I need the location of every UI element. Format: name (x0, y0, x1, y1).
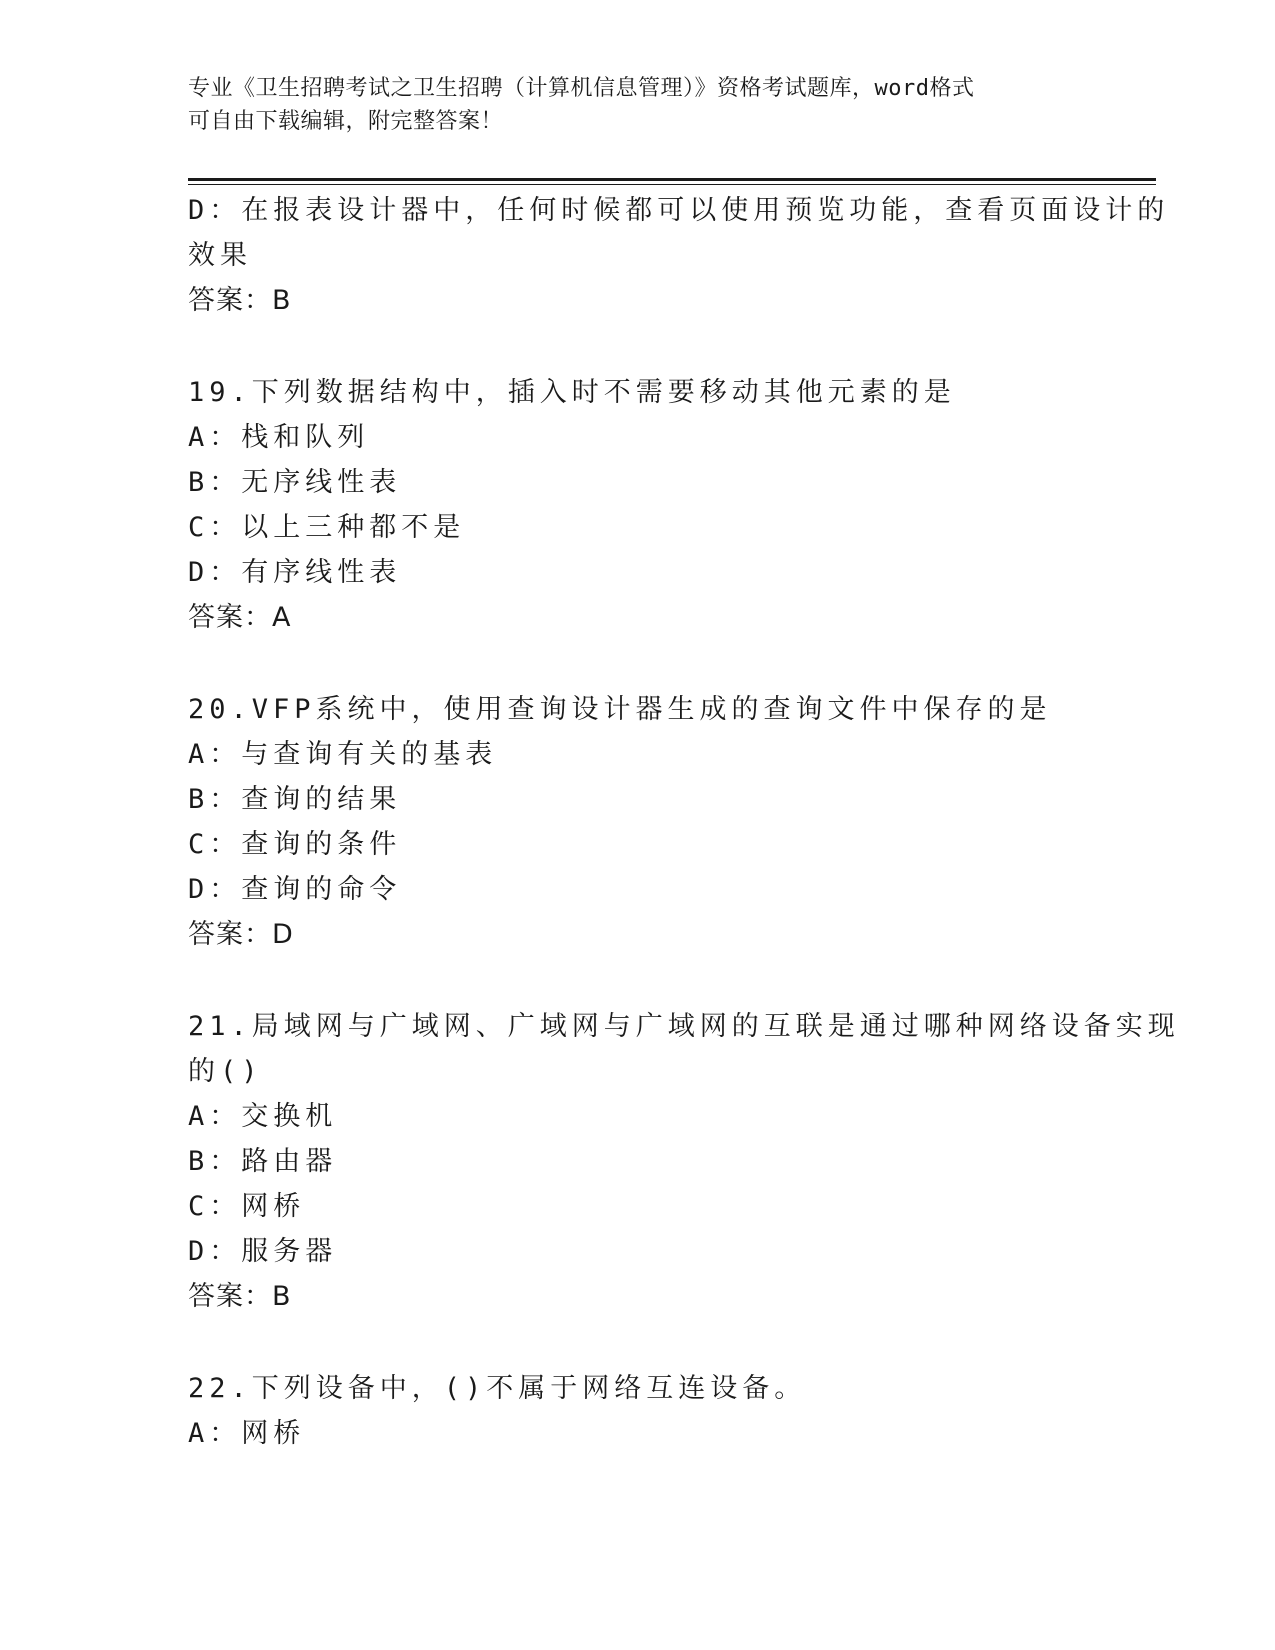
header-rule-thick (188, 178, 1156, 181)
option-a: A：栈和队列 (188, 422, 370, 453)
question-18-tail (188, 188, 1170, 324)
option-c: C：以上三种都不是 (188, 512, 466, 543)
option-c: C：网桥 (188, 1191, 306, 1222)
document-header (188, 72, 1088, 138)
option-a: A：与查询有关的基表 (188, 739, 498, 770)
option-d-continued: 效果 (188, 240, 252, 271)
answer: 答案：B (188, 1281, 292, 1312)
question-content (188, 188, 1180, 1456)
header-rule-thin (188, 184, 1156, 185)
option-d: D：有序线性表 (188, 557, 402, 588)
option-a: A：交换机 (188, 1101, 338, 1132)
answer: 答案：B (188, 285, 292, 316)
answer: 答案：D (188, 919, 294, 950)
question-20 (188, 687, 1088, 958)
question-stem-continued: 的() (188, 1056, 263, 1087)
option-d: D：查询的命令 (188, 874, 402, 905)
option-b: B：路由器 (188, 1146, 338, 1177)
option-b: B：无序线性表 (188, 467, 402, 498)
question-19 (188, 370, 1088, 641)
option-d: D：在报表设计器中，任何时候都可以使用预览功能，查看页面设计的 (188, 195, 1170, 226)
question-stem: 21.局域网与广域网、广域网与广域网的互联是通过哪种网络设备实现 (188, 1011, 1180, 1042)
question-22 (188, 1366, 1088, 1456)
question-21 (188, 1004, 1180, 1320)
header-line-2: 可自由下载编辑，附完整答案！ (188, 109, 504, 134)
option-b: B：查询的结果 (188, 784, 402, 815)
header-line-1: 专业《卫生招聘考试之卫生招聘（计算机信息管理）》资格考试题库，word格式 (188, 76, 975, 101)
question-stem: 22.下列设备中，()不属于网络互连设备。 (188, 1373, 807, 1404)
option-c: C：查询的条件 (188, 829, 402, 860)
option-d: D：服务器 (188, 1236, 338, 1267)
question-stem: 20.VFP系统中，使用查询设计器生成的查询文件中保存的是 (188, 694, 1052, 725)
option-a: A：网桥 (188, 1418, 306, 1449)
answer: 答案：A (188, 602, 292, 633)
question-stem: 19.下列数据结构中，插入时不需要移动其他元素的是 (188, 377, 956, 408)
